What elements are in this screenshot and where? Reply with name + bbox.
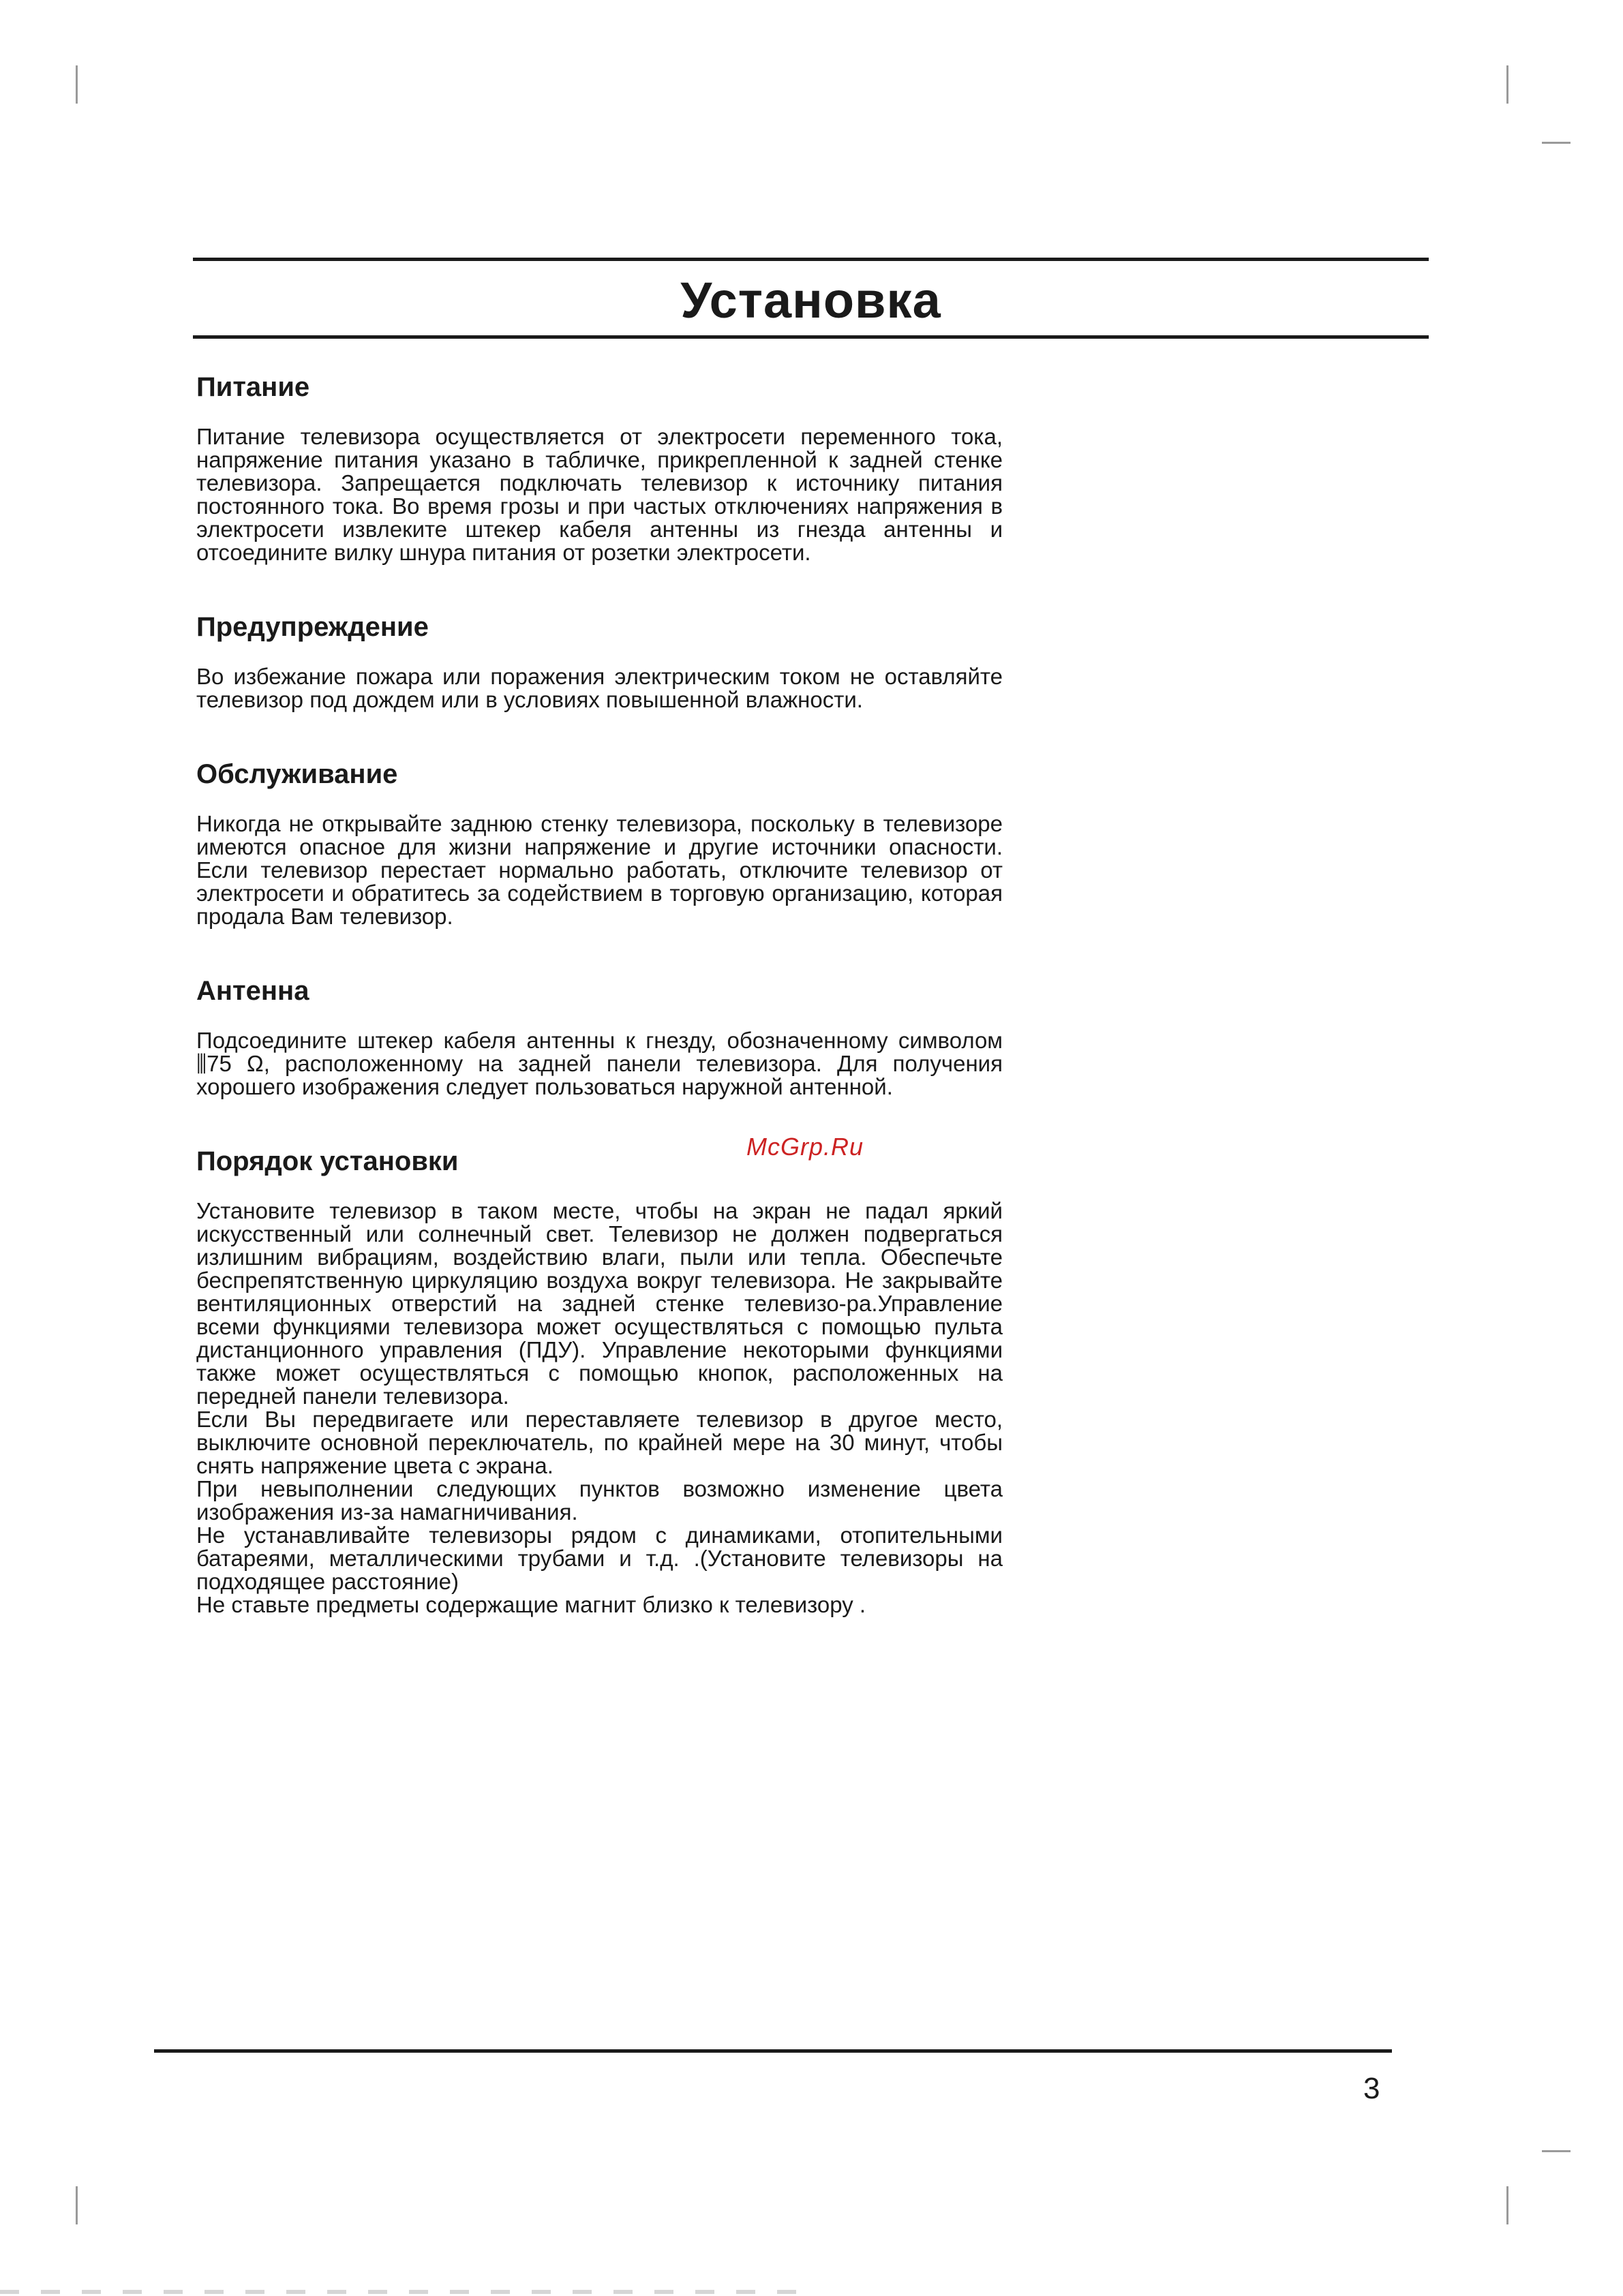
section-heading: Предупреждение: [196, 612, 429, 642]
section-body: [196, 1029, 1003, 1099]
section-body: [196, 812, 1003, 928]
section-body: [196, 665, 1003, 711]
paragraph: Не ставьте предметы содержащие магнит близко к телевизору .: [196, 1592, 866, 1617]
section-heading: Питание: [196, 372, 310, 402]
crop-mark-top-left: [76, 65, 78, 104]
crop-mark-bottom-left: [76, 2186, 78, 2224]
crop-mark-right-top: [1542, 142, 1571, 144]
section-heading: Обслуживание: [196, 759, 398, 789]
paragraph: При невыполнении следующих пунктов возможно изменение цвета изображения из-за намагничивания.: [196, 1476, 1003, 1525]
title-rule-top: [193, 258, 1429, 261]
crop-mark-top-right: [1506, 65, 1508, 104]
section-body: [196, 425, 1003, 564]
title-rule-bottom: [193, 335, 1429, 339]
section-antenna: [196, 972, 1003, 1099]
page-number: 3: [1363, 2072, 1380, 2105]
paragraph: Установите телевизор в таком месте, чтобы на экран не падал яркий искусственный или солнечный свет. Телевизор не должен подвергаться излишним вибрациям, воздействию влаги, пыли или тепла. Обеспечьте беспрепятственную циркуляцию воздуха вокруг телевизора. Не закрывайте вентиляционных отверстий на задней стенке телевизо-ра.Управление всеми функциями телевизора может осуществляться с помощью пульта дистанционного управления (ПДУ). Управление некоторыми функциями также может осуществляться с помощью кнопок, расположенных на передней панели телевизора.: [196, 1198, 1003, 1409]
paragraph: Не устанавливайте телевизоры рядом с динамиками, отопительными батареями, металлическими трубами и т.д. .(Установите телевизоры на подходящее расстояние): [196, 1522, 1003, 1594]
page-title: Установка: [680, 272, 941, 328]
crop-mark-right-bottom: [1542, 2150, 1571, 2152]
scan-edge-artifact: [0, 2290, 818, 2294]
section-body: [196, 1199, 1003, 1617]
section-installation: [196, 1142, 1003, 1617]
footer-rule: [154, 2049, 1392, 2053]
crop-mark-bottom-right: [1506, 2186, 1508, 2224]
section-service: [196, 755, 1003, 928]
paragraph: Если Вы передвигаете или переставляете телевизор в другое место, выключите основной переключатель, по крайней мере на 30 минут, чтобы снять напряжение цвета с экрана.: [196, 1407, 1003, 1478]
section-power: [196, 368, 1003, 564]
section-heading: Порядок установки: [196, 1146, 459, 1176]
watermark: McGrp.Ru: [746, 1133, 864, 1161]
section-heading: Антенна: [196, 976, 309, 1006]
paragraph: Питание телевизора осуществляется от электросети переменного тока, напряжение питания указано в табличке, прикрепленной к задней стенке телевизора. Запрещается подключать телевизор к источнику питания постоянного тока. Во время грозы и при частых отключениях напряжения в электросети извлеките штекер кабеля антенны из гнезда антенны и отсоедините вилку шнура питания от розетки электросети.: [196, 424, 1003, 565]
page-content: [196, 368, 1003, 1660]
paragraph: Во избежание пожара или поражения электрическим током не оставляйте телевизор под дождем или в условиях повышенной влажности.: [196, 664, 1003, 712]
paragraph: Подсоедините штекер кабеля антенны к гнезду, обозначенному символом ⫼75 Ω, расположенному на задней панели телевизора. Для получения хорошего изображения следует пользоваться наружной антенной.: [196, 1028, 1003, 1099]
paragraph: Никогда не открывайте заднюю стенку телевизора, поскольку в телевизоре имеются опасное для жизни напряжение и другие источники опасности. Если телевизор перестает нормально работать, отключите телевизор от электросети и обратитесь за содействием в торговую организацию, которая продала Вам телевизор.: [196, 811, 1003, 929]
section-warning: [196, 608, 1003, 711]
